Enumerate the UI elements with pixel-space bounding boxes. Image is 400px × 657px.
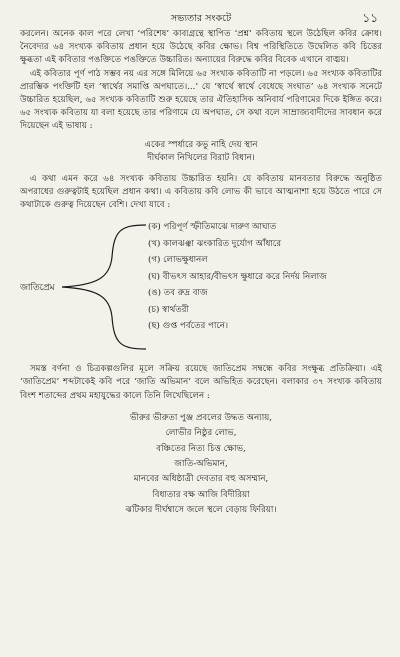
bracket-item: (ছ) গুপ্ত পর্বতের পানে। (148, 321, 229, 332)
brace-icon (58, 217, 148, 357)
paragraph-1: করলেন। অনেক কাল পরে লেখা ‘পরিশেষ’ কাব্যগ্রন্থে স্থাপিত ‘প্রশ্ন’ কবিতায় স্থলে উঠেছিল কবির ক্রোধ। নৈবেদ্যর ৬৪ সংখ্যক কবিতায় প্রধান হয়ে উঠেছে কবির ক্ষোভ। বিশ্ব পরিস্থিতিতে উদ্বেলিত কবি চিত্তের ক্ষুব্ধতা এই কবিতার পঙক্তিতে পঙক্তিতে উচ্চারিত। অন্যায়ের বিরুদ্ধে কবির বিবেক এখানে বাঙ্ময়। (20, 29, 382, 66)
page-number: ১১ (362, 11, 378, 25)
bracket-diagram (20, 217, 382, 357)
poem-line: লোভীর নিষ্ঠুর লোভ, (165, 428, 237, 439)
poem-quote (20, 411, 382, 519)
paragraph-2: এই কবিতার পূর্ণ পাঠ সম্ভব নয় এর সঙ্গে মিলিয়ে ৬৫ সংখ্যক কবিতাটি না পড়লে। ৬৫ সংখ্যক কবিতাটির প্রারম্ভিক পংক্তিটি হল ‘স্বার্থের সমাপ্তি অপঘাতে।...’ যে ‘স্বার্থে স্বার্থে বেধেছে সংঘাত’ ৬৪ সংখ্যক সনেটে উচ্চারিত হয়েছিল, ৬৫ সংখ্যক কবিতাটি শুরু হয়েছে তার ঐতিহাসিক অনিবার্য পরিণামের দিকে ইঙ্গিত করে। ৬৫ সংখ্যক কবিতায় যা বলা হয়েছে তার পরিণামে যে অপঘাত, সে কথা বলে সাম্রাজ্যবাদীদের সাবধান করে দিয়েছেন এই ভাষায় : (20, 68, 382, 132)
couplet-line-2: দীর্ঘকাল নিখিলের বিরাট বিধান। (147, 152, 255, 163)
running-head: সভ্যতার সংকটে (170, 13, 232, 24)
couplet-line-1: একের স্পর্ধারে কভু নাহি দেয় স্থান (144, 139, 258, 150)
bracket-item: (ঘ) বীভৎস আহার/বীভৎস ক্ষুধারে করে নির্দয় নিলাজ (148, 271, 327, 282)
bracket-items (148, 219, 382, 335)
poem-line: বিধাতার বক্ষ আজি বিদীরিয়া (152, 489, 250, 500)
bracket-label: জাতিপ্রেম (20, 283, 55, 294)
paragraph-4: সমস্ত বর্ণনা ও চিত্রকল্পগুলির মূলে সক্রিয় রয়েছে জাতিপ্রেম সম্বন্ধে কবির সংক্ষুব্ধ প্রতিক্রিয়া। এই ‘জাতিপ্রেম’ শব্দটাকেই কবি পরে ‘জাতি অভিমান’ বলে অভিহিত করেছেন। বলাকার ৩৭ সংখ্যক কবিতায় বিংশ শতাব্দের প্রথম মহাযুদ্ধের কালে তিনি লিখেছিলেন : (20, 364, 382, 401)
poem-line: ঝটিকার দীর্ঘশ্বাসে জলে স্থলে বেড়ায় ফিরিয়া। (125, 505, 277, 516)
paragraph-3: এ কথা এমন করে ৬৪ সংখ্যক কবিতায় উচ্চারিত হয়নি। যে কবিতায় মানবতার বিরুদ্ধে অনুষ্ঠিত অপরাধের গুরুত্বটাই হয়েছিল প্রধান কথা। এ কবিতায় কবি লোভ কী ভাবে আত্মনাশা হয়ে উঠতে পারে সে কথাটাকে গুরুত্ব দিয়েছেন বেশি। দেখা যাবে : (20, 173, 382, 211)
quoted-couplet (20, 139, 382, 165)
bracket-item: (ঙ) তব রুদ্র বাজ (148, 288, 208, 299)
poem-line: জাতি-অভিমান, (174, 459, 228, 470)
poem-line: ভীরুর ভীরুতা পুঞ্জ প্রবলের উদ্ধত অন্যায়, (130, 412, 272, 423)
bracket-item: (ক) পরিপূর্ণ স্ফীতিমাঝে দারুণ আঘাত (148, 222, 277, 233)
poem-line: মানবের অধিষ্ঠাত্রী দেবতার বহু অসম্মান, (133, 474, 269, 485)
page-header (20, 8, 382, 28)
poem-line: বঞ্চিতের নিত্য চিত্ত ক্ষোভ, (156, 443, 246, 454)
bracket-item: (চ) স্বার্থতরী (148, 304, 189, 315)
bracket-item: (গ) লোভক্ষুধানল (148, 255, 208, 266)
bracket-item: (খ) কালঝঞ্ঝা ঝংকারিত দুর্যোগ আঁধারে (148, 238, 282, 249)
